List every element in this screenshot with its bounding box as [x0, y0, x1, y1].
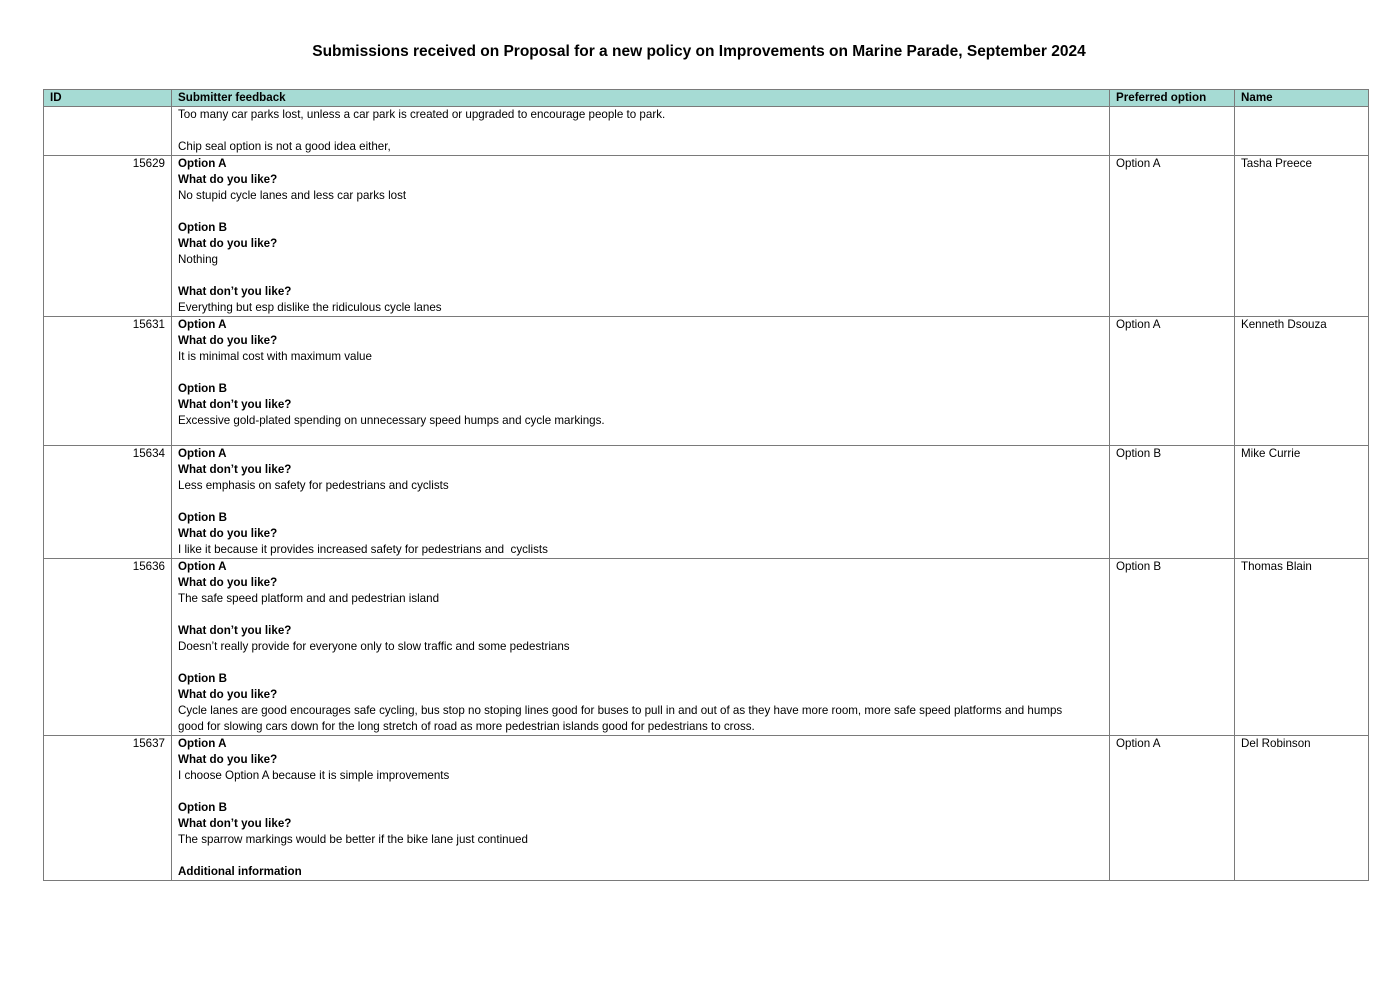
feedback-heading: What don’t you like? [178, 398, 292, 411]
feedback-heading: What do you like? [178, 576, 278, 589]
feedback-heading: What don’t you like? [178, 285, 292, 298]
feedback-text: Too many car parks lost, unless a car park is created or upgraded to encourage people to park. [178, 108, 666, 121]
feedback-heading: Option B [178, 382, 227, 395]
feedback-heading: Option A [178, 157, 227, 170]
feedback-heading: What do you like? [178, 334, 278, 347]
feedback-text [178, 365, 1103, 381]
feedback-heading: What don’t you like? [178, 817, 292, 830]
table-row [44, 156, 1369, 317]
table-body [44, 107, 1369, 881]
feedback-heading: What do you like? [178, 173, 278, 186]
preferred-option [1110, 107, 1235, 156]
feedback-text [178, 655, 1103, 671]
feedback-text: I like it because it provides increased safety for pedestrians and cyclists [178, 543, 548, 556]
submitter-name: Mike Currie [1235, 446, 1369, 559]
feedback-text: Nothing [178, 253, 218, 266]
table-row [44, 107, 1369, 156]
submission-id: 15637 [44, 736, 172, 881]
submitter-name: Del Robinson [1235, 736, 1369, 881]
submissions-table [43, 89, 1369, 881]
table-row [44, 559, 1369, 736]
feedback-heading: What do you like? [178, 527, 278, 540]
feedback-heading: Option A [178, 447, 227, 460]
feedback-text: Chip seal option is not a good idea either, [178, 140, 391, 153]
submitter-feedback [172, 736, 1110, 881]
feedback-text: It is minimal cost with maximum value [178, 350, 372, 363]
feedback-heading: Additional information [178, 865, 302, 878]
submission-id: 15634 [44, 446, 172, 559]
column-header-feedback: Submitter feedback [172, 90, 1110, 107]
feedback-text: Less emphasis on safety for pedestrians and cyclists [178, 479, 449, 492]
feedback-text [178, 268, 1103, 284]
feedback-heading: Option A [178, 737, 227, 750]
feedback-text: The sparrow markings would be better if the bike lane just continued [178, 833, 528, 846]
submission-id: 15631 [44, 317, 172, 446]
feedback-heading: What do you like? [178, 237, 278, 250]
submitter-name: Tasha Preece [1235, 156, 1369, 317]
table-row [44, 446, 1369, 559]
feedback-text: good for slowing cars down for the long stretch of road as more pedestrian islands good for pedestrians to cross. [178, 720, 755, 733]
page-title: Submissions received on Proposal for a new policy on Improvements on Marine Parade, September 2024 [312, 43, 1086, 60]
submitter-feedback [172, 317, 1110, 446]
preferred-option: Option A [1110, 736, 1235, 881]
submission-id: 15629 [44, 156, 172, 317]
feedback-heading: Option B [178, 672, 227, 685]
submitter-name: Kenneth Dsouza [1235, 317, 1369, 446]
feedback-heading: Option B [178, 221, 227, 234]
table-row [44, 736, 1369, 881]
feedback-text [178, 848, 1103, 864]
feedback-heading: Option B [178, 511, 227, 524]
feedback-heading: What don’t you like? [178, 624, 292, 637]
submitter-name [1235, 107, 1369, 156]
submitter-feedback [172, 107, 1110, 156]
feedback-text [178, 429, 1103, 445]
column-header-id: ID [44, 90, 172, 107]
submission-id: 15636 [44, 559, 172, 736]
submitter-name: Thomas Blain [1235, 559, 1369, 736]
feedback-heading: Option A [178, 318, 227, 331]
feedback-heading: Option A [178, 560, 227, 573]
feedback-text: Excessive gold-plated spending on unnecessary speed humps and cycle markings. [178, 414, 605, 427]
feedback-heading: What do you like? [178, 688, 278, 701]
preferred-option: Option A [1110, 317, 1235, 446]
feedback-heading: What do you like? [178, 753, 278, 766]
feedback-text: The safe speed platform and and pedestrian island [178, 592, 440, 605]
feedback-heading: Option B [178, 801, 227, 814]
preferred-option: Option B [1110, 559, 1235, 736]
column-header-name: Name [1235, 90, 1369, 107]
feedback-text: Cycle lanes are good encourages safe cycling, bus stop no stoping lines good for buses to pull in and out of as they have more room, more safe speed platforms and humps [178, 704, 1063, 717]
feedback-text [178, 494, 1103, 510]
preferred-option: Option A [1110, 156, 1235, 317]
feedback-text [178, 204, 1103, 220]
submitter-feedback [172, 559, 1110, 736]
table-header-row [44, 90, 1369, 107]
feedback-text [178, 784, 1103, 800]
feedback-text: I choose Option A because it is simple improvements [178, 769, 450, 782]
submitter-feedback [172, 156, 1110, 317]
preferred-option: Option B [1110, 446, 1235, 559]
table-row [44, 317, 1369, 446]
submitter-feedback [172, 446, 1110, 559]
feedback-text: No stupid cycle lanes and less car parks lost [178, 189, 407, 202]
column-header-preferred-option: Preferred option [1110, 90, 1235, 107]
feedback-text [178, 123, 1103, 139]
feedback-text: Doesn’t really provide for everyone only to slow traffic and some pedestrians [178, 640, 570, 653]
submission-id [44, 107, 172, 156]
feedback-text [178, 607, 1103, 623]
feedback-heading: What don’t you like? [178, 463, 292, 476]
feedback-text: Everything but esp dislike the ridiculous cycle lanes [178, 301, 442, 314]
